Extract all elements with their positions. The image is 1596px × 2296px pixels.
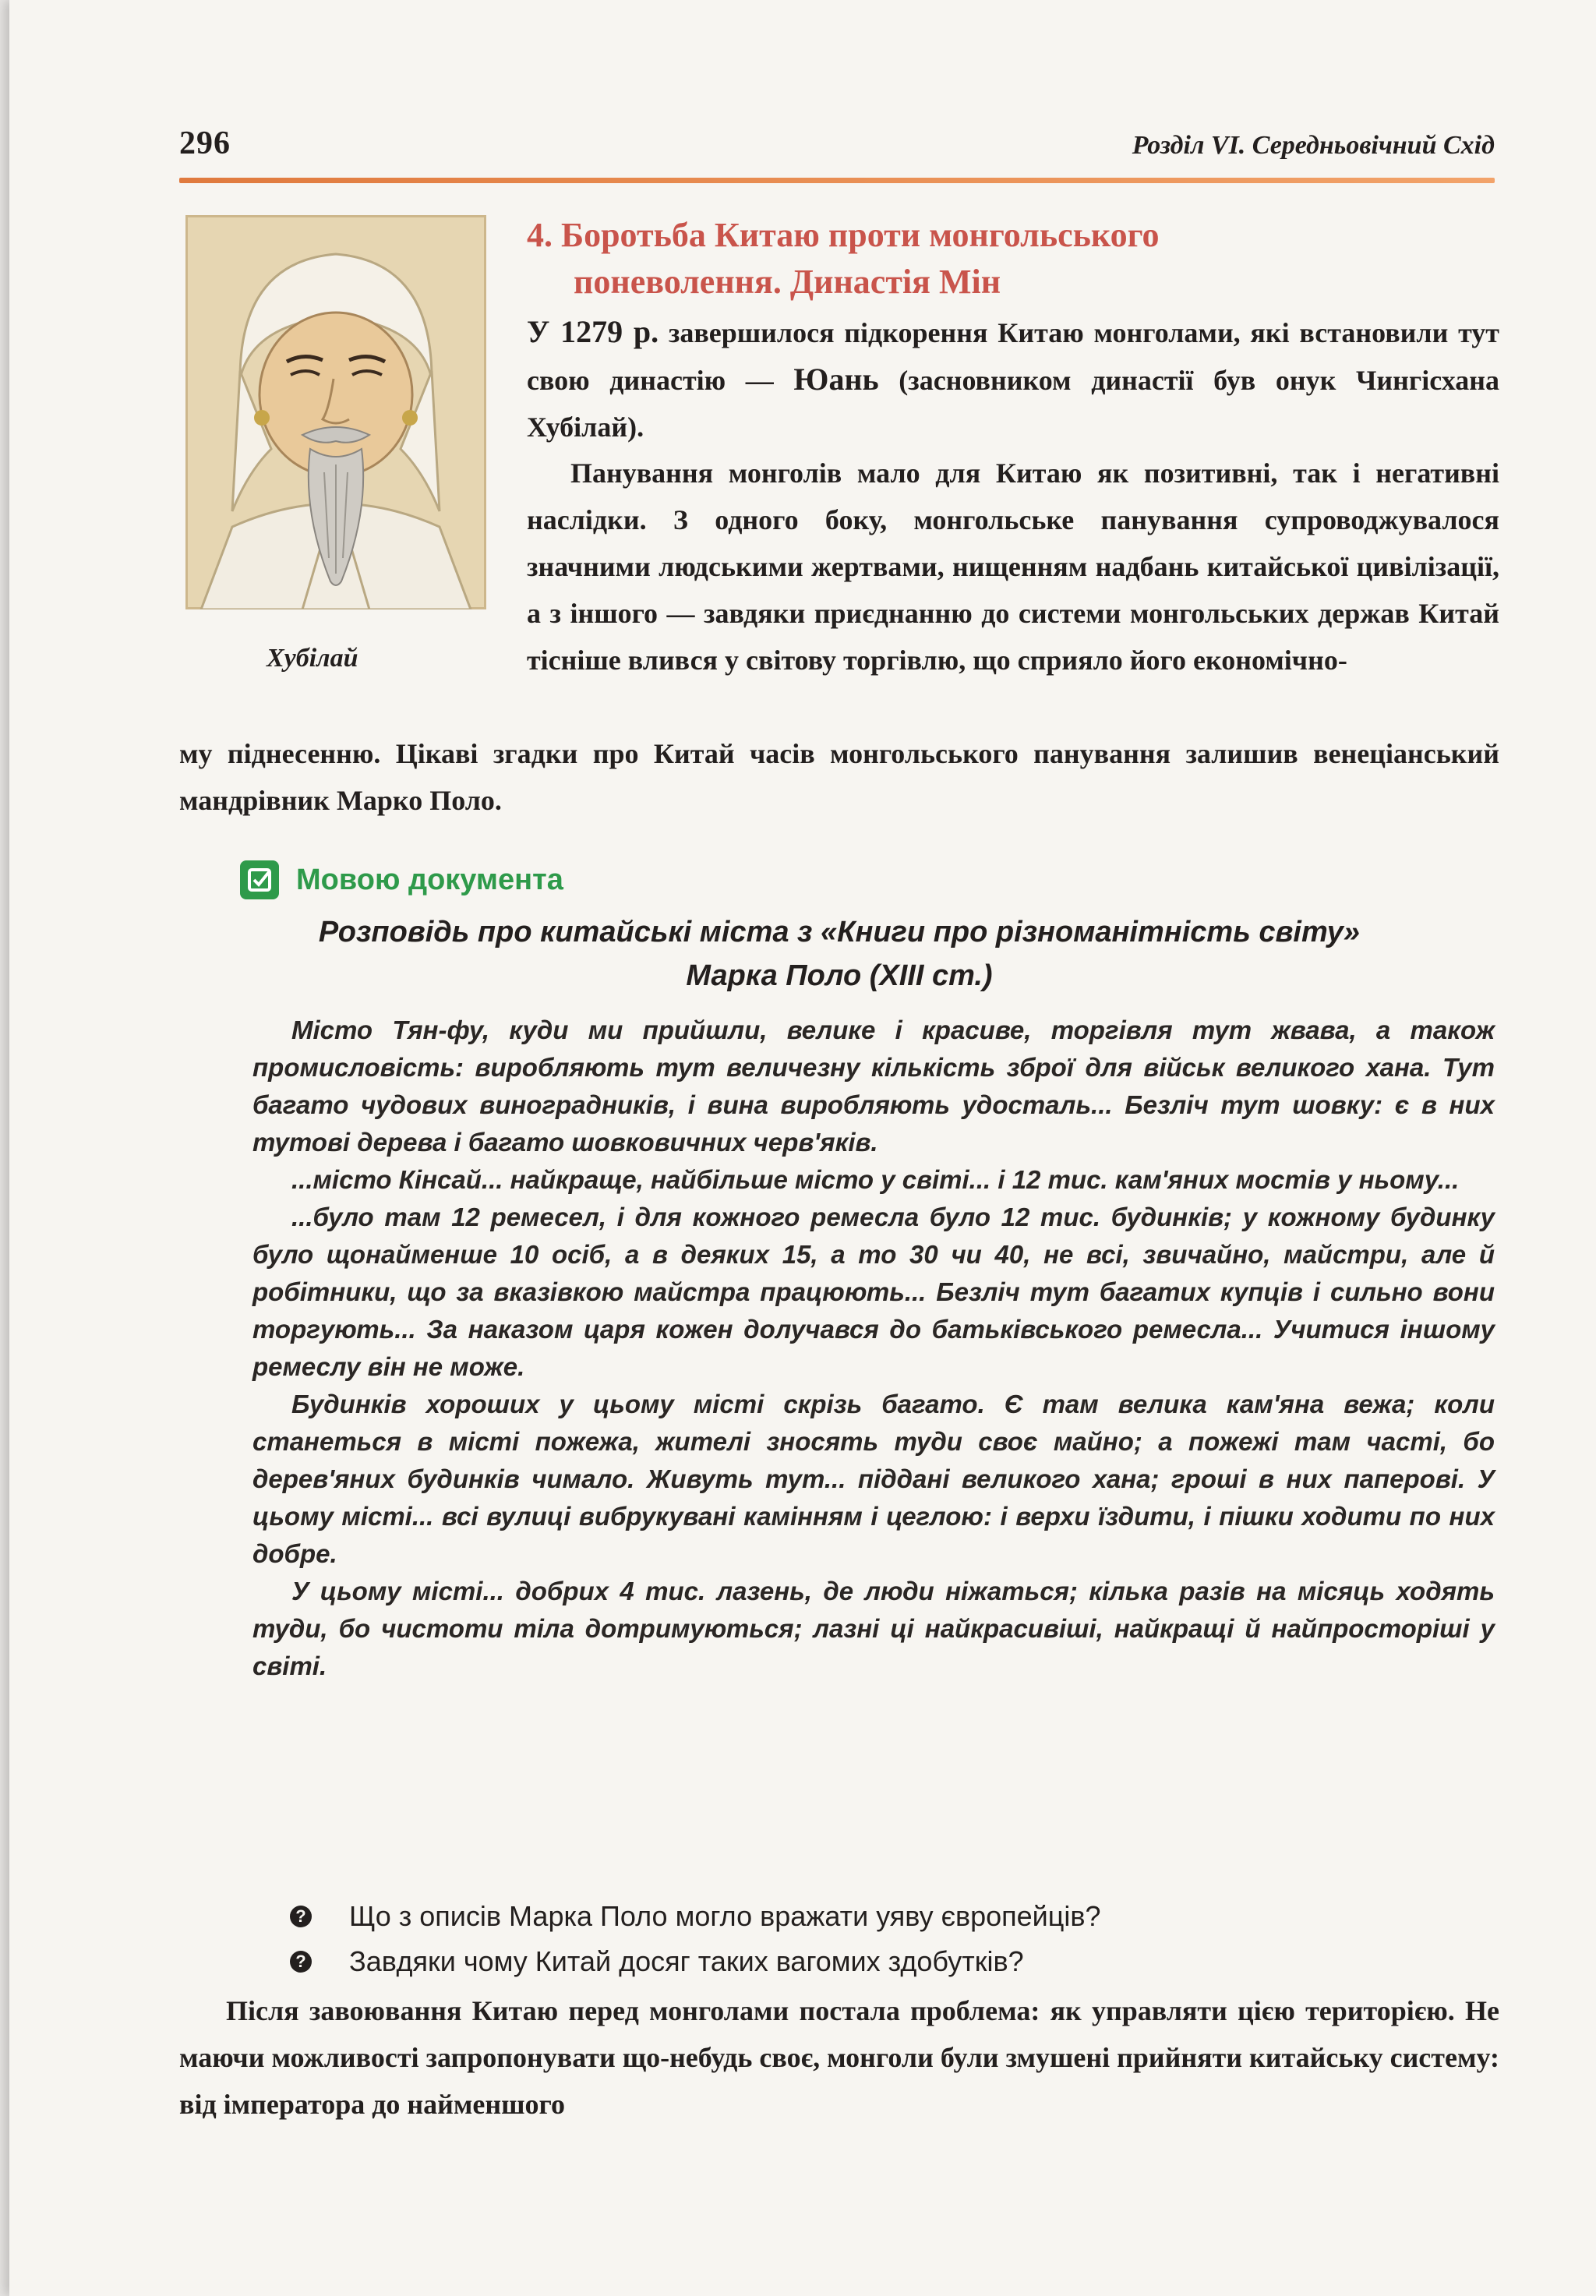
question-item xyxy=(290,1939,1490,1984)
paragraph-consequences: Панування монголів мало для Китаю як позитивні, так і негативні наслідки. З одного боку, монгольське панування супроводжувалося значними людськими жертвами, нищенням надбань китайської цивілізації, а з іншого — завдяки приєднанню до системи монгольських держав Китай тісніше влився у світову торгівлю, що сприяло його економічно- xyxy=(527,457,1499,676)
quote-paragraph: У цьому місті... добрих 4 тис. лазень, де люди ніжаться; кілька разів на місяць ходять туди, бо чистоти тіла дотримуються; лазні ці найкрасивіші, найкращі й найпросторіші у світі. xyxy=(252,1577,1495,1680)
paragraph-consequences-continued: му піднесенню. Цікаві згадки про Китай часів монгольського панування залишив венеціанський мандрівник Марко Поло. xyxy=(179,738,1499,816)
section-title-line1: 4. Боротьба Китаю проти монгольського xyxy=(527,216,1160,254)
document-quote xyxy=(252,1012,1495,1685)
intro-text-1: завершилося підкорення Китаю монголами, які встановили тут свою династію — xyxy=(527,317,1499,396)
question-mark-icon: ? xyxy=(290,1906,312,1927)
running-head: Розділ VI. Середньовічний Схід xyxy=(1132,131,1495,160)
page-number: 296 xyxy=(179,125,231,161)
document-header xyxy=(240,859,563,901)
portrait-caption: Хубілай xyxy=(267,644,358,673)
intro-text-2: (засновником династії був онук Чингісхана Хубілай). xyxy=(527,365,1499,443)
document-check-icon xyxy=(240,860,279,899)
intro-year: У 1279 р. xyxy=(527,314,659,349)
quote-paragraph: Будинків хороших у цьому місті скрізь багато. Є там велика кам'яна вежа; коли станеться в місті пожежа, жителі зносять туди своє майно; а пожежі там часті, бо дерев'яних будинків чимало. Живуть тут... піддані великого хана; гроші в них паперові. У цьому місті... всі вулиці вибрукувані камінням і цеглою: і верхи їздити, і пішки ходити по них добре. xyxy=(252,1390,1495,1568)
closing-paragraph: Після завоювання Китаю перед монголами постала проблема: як управляти цією територією. Не маючи можливості запропонувати що-небудь своє, монголи були змушені прийняти китайську систему: від імператора до найменшого xyxy=(179,1995,1499,2120)
quote-paragraph: ...було там 12 ремесел, і для кожного ремесла було 12 тис. будинків; у кожному будинку було щонайменше 10 осіб, а в деяких 15, а то 30 чи 40, не всі, звичайно, майстри, але й робітники, що за вказівкою майстра працюють... Безліч тут багатих купців і сильно вони торгують... За наказом царя кожен долучався до батьківського ремесла... Учитися іншому ремеслу він не може. xyxy=(252,1203,1495,1381)
document-title-line2: Марка Поло (XIII ст.) xyxy=(686,959,993,992)
question-text: Що з описів Марка Поло могло вражати уяву європейців? xyxy=(349,1900,1101,1932)
question-text: Завдяки чому Китай досяг таких вагомих здобутків? xyxy=(349,1945,1024,1977)
quote-paragraph: ...місто Кінсай... найкраще, найбільше місто у світі... і 12 тис. кам'яних мостів у ньому... xyxy=(291,1165,1460,1194)
document-label: Мовою документа xyxy=(296,863,563,896)
quote-paragraph: Місто Тян-фу, куди ми прийшли, велике і красиве, торгівля тут жвава, а також промисловість: виробляють тут величезну кількість зброї для військ великого хана. Тут багато чудових виноградників, і вина виробляють удосталь... Безліч тут шовку: є в них тутові дерева і багато шовковичних черв'яків. xyxy=(252,1016,1495,1157)
question-mark-icon: ? xyxy=(290,1951,312,1973)
header-rule xyxy=(179,178,1495,183)
intro-paragraph xyxy=(527,309,1499,450)
document-title-line1: Розповідь про китайські міста з «Книги про різноманітність світу» xyxy=(318,916,1361,948)
section-title xyxy=(527,212,1509,306)
question-list xyxy=(290,1894,1490,1984)
question-item xyxy=(290,1894,1490,1939)
portrait-illustration xyxy=(185,215,486,609)
section-title-line2: поневолення. Династія Мін xyxy=(574,263,1001,301)
intro-dynasty: Юань xyxy=(793,362,879,397)
portrait-image xyxy=(185,215,486,609)
textbook-page xyxy=(9,0,1596,2296)
document-title xyxy=(179,910,1499,998)
